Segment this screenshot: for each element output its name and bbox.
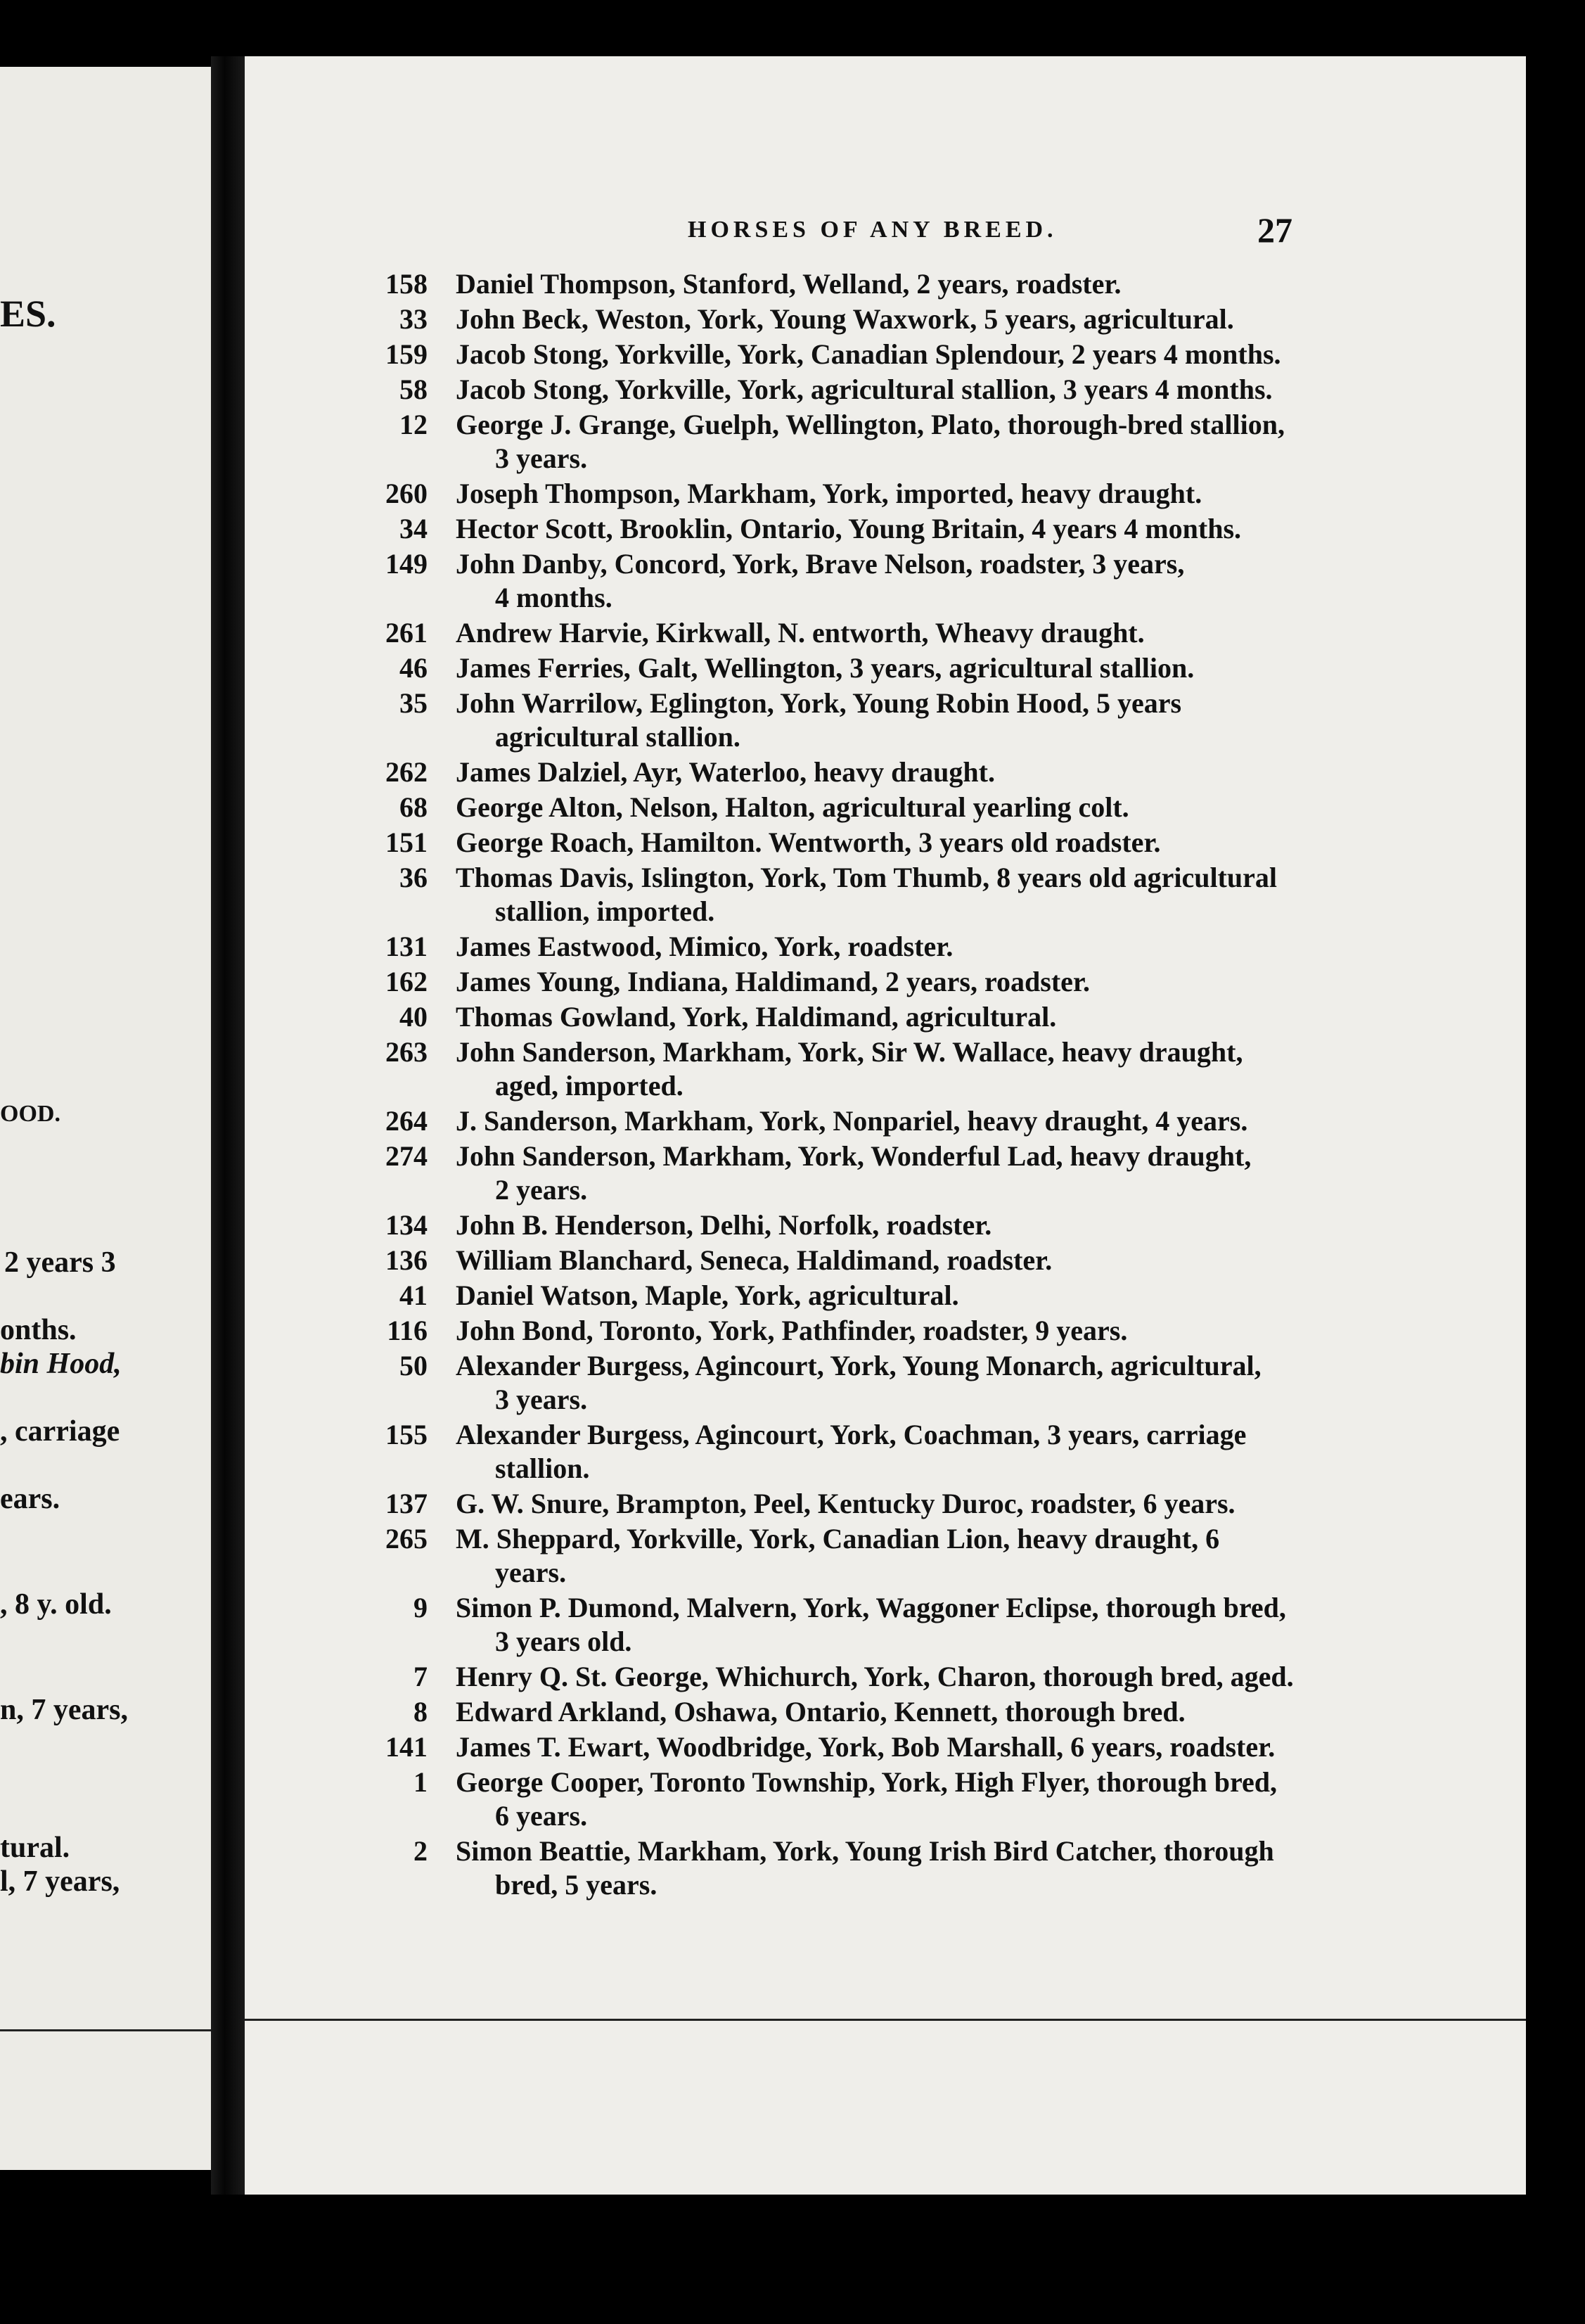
entry-continuation: bred, 5 years.: [495, 1869, 657, 1901]
entry-row: [245, 930, 1526, 964]
entry-number: 149: [385, 548, 428, 580]
running-head: HORSES OF ANY BREED.: [688, 217, 1058, 243]
entry-text: [456, 1695, 1426, 1729]
entry-text: [456, 1104, 1426, 1138]
entry-number: 50: [399, 1350, 428, 1381]
entry-number: 68: [399, 791, 428, 823]
entry-number: 58: [399, 374, 428, 405]
entry-line: Simon Beattie, Markham, York, Young Irish Bird Catcher, thorough: [456, 1835, 1274, 1867]
entry-line: James Young, Indiana, Haldimand, 2 years, roadster.: [456, 966, 1090, 997]
entry-text: [456, 930, 1426, 964]
entry-line: John Sanderson, Markham, York, Sir W. Wallace, heavy draught,: [456, 1036, 1243, 1068]
entry-text: [456, 1035, 1426, 1103]
entry-line: George Roach, Hamilton. Wentworth, 3 years old roadster.: [456, 826, 1161, 858]
left-fragment: , 8 y. old.: [0, 1588, 112, 1621]
page-number: 27: [1257, 210, 1292, 250]
entry-row: [245, 1104, 1526, 1138]
left-fragment: ES.: [0, 293, 56, 335]
entry-line: M. Sheppard, Yorkville, York, Canadian Lion, heavy draught, 6: [456, 1523, 1220, 1554]
entry-text: [456, 1314, 1426, 1348]
entry-number: 7: [413, 1661, 428, 1692]
entry-number: 155: [385, 1419, 428, 1450]
entry-row: [245, 1349, 1526, 1417]
entry-row: [245, 861, 1526, 928]
entry-number: 262: [385, 756, 428, 788]
entry-continuation: 3 years.: [495, 1384, 588, 1415]
entry-row: [245, 373, 1526, 407]
entry-number: 134: [385, 1209, 428, 1241]
entry-continuation: stallion.: [495, 1452, 590, 1484]
entry-line: John Beck, Weston, York, Young Waxwork, 5 years, agricultural.: [456, 303, 1234, 335]
entry-line: Edward Arkland, Oshawa, Ontario, Kennett, thorough bred.: [456, 1696, 1186, 1728]
entry-number: 40: [399, 1001, 428, 1033]
left-fragment: bin Hood,: [0, 1348, 122, 1380]
entry-text: [456, 1730, 1426, 1764]
entry-row: [245, 1591, 1526, 1659]
entry-line: Andrew Harvie, Kirkwall, N. entworth, Wheavy draught.: [456, 617, 1145, 649]
entry-line: James Eastwood, Mimico, York, roadster.: [456, 931, 954, 962]
entry-text: [456, 302, 1426, 336]
entry-row: [245, 1139, 1526, 1207]
entry-continuation: 3 years.: [495, 442, 588, 474]
entry-text: [456, 1349, 1426, 1417]
entry-row: [245, 267, 1526, 301]
entry-text: [456, 547, 1426, 615]
entry-row: [245, 408, 1526, 475]
entry-number: 162: [385, 966, 428, 997]
entry-line: Henry Q. St. George, Whichurch, York, Charon, thorough bred, aged.: [456, 1661, 1294, 1692]
entry-continuation: agricultural stallion.: [495, 721, 740, 753]
bottom-rule: [245, 2019, 1526, 2021]
entry-text: [456, 651, 1426, 685]
entry-text: [456, 826, 1426, 860]
entry-line: John Warrilow, Eglington, York, Young Robin Hood, 5 years: [456, 687, 1182, 719]
entry-number: 2: [413, 1835, 428, 1867]
entry-continuation: 4 months.: [495, 582, 612, 613]
entry-line: George J. Grange, Guelph, Wellington, Plato, thorough-bred stallion,: [456, 409, 1285, 440]
left-fragment: tural.: [0, 1832, 70, 1864]
entry-number: 41: [399, 1279, 428, 1311]
entry-row: [245, 1279, 1526, 1313]
left-fragment: , carriage: [0, 1415, 120, 1448]
entry-text: [456, 477, 1426, 511]
entry-line: James T. Ewart, Woodbridge, York, Bob Marshall, 6 years, roadster.: [456, 1731, 1276, 1763]
entry-row: [245, 965, 1526, 999]
entry-line: George Cooper, Toronto Township, York, High Flyer, thorough bred,: [456, 1766, 1278, 1798]
left-fragment: l, 7 years,: [0, 1865, 120, 1898]
left-bottom-rule: [0, 2029, 211, 2031]
entry-line: Jacob Stong, Yorkville, York, agricultural stallion, 3 years 4 months.: [456, 374, 1273, 405]
entry-line: Alexander Burgess, Agincourt, York, Coachman, 3 years, carriage: [456, 1419, 1247, 1450]
entry-text: [456, 1487, 1426, 1521]
left-fragment: OOD.: [0, 1101, 60, 1127]
entry-number: 131: [385, 931, 428, 962]
entry-line: Daniel Watson, Maple, York, agricultural.: [456, 1279, 959, 1311]
entry-row: [245, 616, 1526, 650]
entry-text: [456, 338, 1426, 371]
entry-text: [456, 408, 1426, 475]
entry-text: [456, 1000, 1426, 1034]
entry-row: [245, 1035, 1526, 1103]
entry-number: 34: [399, 513, 428, 544]
entry-number: 136: [385, 1244, 428, 1276]
entry-row: [245, 1000, 1526, 1034]
entry-row: [245, 1834, 1526, 1902]
entry-row: [245, 826, 1526, 860]
entry-number: 141: [385, 1731, 428, 1763]
entry-text: [456, 512, 1426, 546]
left-fragment: onths.: [0, 1314, 77, 1346]
entry-text: [456, 1766, 1426, 1833]
entry-row: [245, 651, 1526, 685]
entry-continuation: stallion, imported.: [495, 895, 715, 927]
entry-text: [456, 1660, 1426, 1694]
entry-continuation: aged, imported.: [495, 1070, 684, 1102]
entry-line: Jacob Stong, Yorkville, York, Canadian Splendour, 2 years 4 months.: [456, 338, 1281, 370]
entry-number: 35: [399, 687, 428, 719]
entry-text: [456, 755, 1426, 789]
entry-continuation: 3 years old.: [495, 1626, 632, 1657]
entry-number: 263: [385, 1036, 428, 1068]
entry-line: George Alton, Nelson, Halton, agricultural yearling colt.: [456, 791, 1129, 823]
entry-text: [456, 687, 1426, 754]
entry-continuation: 6 years.: [495, 1800, 588, 1832]
entry-number: 1: [413, 1766, 428, 1798]
entry-row: [245, 1244, 1526, 1277]
entry-text: [456, 861, 1426, 928]
entry-text: [456, 965, 1426, 999]
entry-continuation: 2 years.: [495, 1174, 588, 1206]
entry-row: [245, 302, 1526, 336]
entry-row: [245, 512, 1526, 546]
entry-line: Joseph Thompson, Markham, York, imported, heavy draught.: [456, 478, 1202, 509]
entry-text: [456, 1244, 1426, 1277]
entry-row: [245, 1418, 1526, 1486]
entry-line: John B. Henderson, Delhi, Norfolk, roadster.: [456, 1209, 992, 1241]
entry-number: 9: [413, 1592, 428, 1623]
entry-line: Daniel Thompson, Stanford, Welland, 2 years, roadster.: [456, 268, 1122, 300]
entry-number: 151: [385, 826, 428, 858]
entry-text: [456, 1834, 1426, 1902]
entry-number: 33: [399, 303, 428, 335]
entry-line: J. Sanderson, Markham, York, Nonpariel, heavy draught, 4 years.: [456, 1105, 1248, 1137]
entry-row: [245, 338, 1526, 371]
entry-line: William Blanchard, Seneca, Haldimand, roadster.: [456, 1244, 1053, 1276]
entry-row: [245, 687, 1526, 754]
entry-row: [245, 755, 1526, 789]
entry-line: Hector Scott, Brooklin, Ontario, Young Britain, 4 years 4 months.: [456, 513, 1242, 544]
left-fragment: 2 years 3: [4, 1246, 116, 1279]
entry-line: Thomas Gowland, York, Haldimand, agricultural.: [456, 1001, 1057, 1033]
entry-row: [245, 1522, 1526, 1590]
entry-list: [245, 267, 1526, 1903]
entry-number: 159: [385, 338, 428, 370]
entry-number: 12: [399, 409, 428, 440]
left-page-fragment: [0, 67, 211, 2170]
entry-row: [245, 477, 1526, 511]
entry-text: [456, 791, 1426, 824]
binding-gutter: [211, 56, 245, 2195]
entry-number: 260: [385, 478, 428, 509]
entry-number: 137: [385, 1488, 428, 1519]
entry-line: Simon P. Dumond, Malvern, York, Waggoner Eclipse, thorough bred,: [456, 1592, 1286, 1623]
entry-text: [456, 373, 1426, 407]
entry-continuation: years.: [495, 1557, 567, 1588]
entry-text: [456, 1418, 1426, 1486]
entry-number: 265: [385, 1523, 428, 1554]
entry-number: 274: [385, 1140, 428, 1172]
entry-row: [245, 1314, 1526, 1348]
entry-row: [245, 547, 1526, 615]
entry-line: James Dalziel, Ayr, Waterloo, heavy draught.: [456, 756, 995, 788]
entry-text: [456, 1208, 1426, 1242]
entry-row: [245, 1487, 1526, 1521]
entry-number: 158: [385, 268, 428, 300]
entry-number: 261: [385, 617, 428, 649]
entry-number: 8: [413, 1696, 428, 1728]
entry-line: Alexander Burgess, Agincourt, York, Young Monarch, agricultural,: [456, 1350, 1262, 1381]
entry-text: [456, 1591, 1426, 1659]
entry-row: [245, 791, 1526, 824]
entry-text: [456, 1279, 1426, 1313]
entry-number: 116: [387, 1315, 428, 1346]
entry-line: G. W. Snure, Brampton, Peel, Kentucky Duroc, roadster, 6 years.: [456, 1488, 1236, 1519]
entry-number: 264: [385, 1105, 428, 1137]
right-page: [245, 56, 1526, 2195]
entry-number: 46: [399, 652, 428, 684]
entry-number: 36: [399, 862, 428, 893]
left-fragment: n, 7 years,: [0, 1694, 128, 1726]
entry-row: [245, 1730, 1526, 1764]
entry-line: John Sanderson, Markham, York, Wonderful Lad, heavy draught,: [456, 1140, 1252, 1172]
entry-text: [456, 616, 1426, 650]
entry-line: James Ferries, Galt, Wellington, 3 years, agricultural stallion.: [456, 652, 1195, 684]
entry-row: [245, 1766, 1526, 1833]
entry-line: Thomas Davis, Islington, York, Tom Thumb, 8 years old agricultural: [456, 862, 1277, 893]
entry-text: [456, 1139, 1426, 1207]
entry-row: [245, 1208, 1526, 1242]
entry-row: [245, 1695, 1526, 1729]
entry-line: John Bond, Toronto, York, Pathfinder, roadster, 9 years.: [456, 1315, 1128, 1346]
entry-text: [456, 1522, 1426, 1590]
left-fragment: ears.: [0, 1483, 60, 1515]
entry-text: [456, 267, 1426, 301]
entry-row: [245, 1660, 1526, 1694]
entry-line: John Danby, Concord, York, Brave Nelson, roadster, 3 years,: [456, 548, 1185, 580]
